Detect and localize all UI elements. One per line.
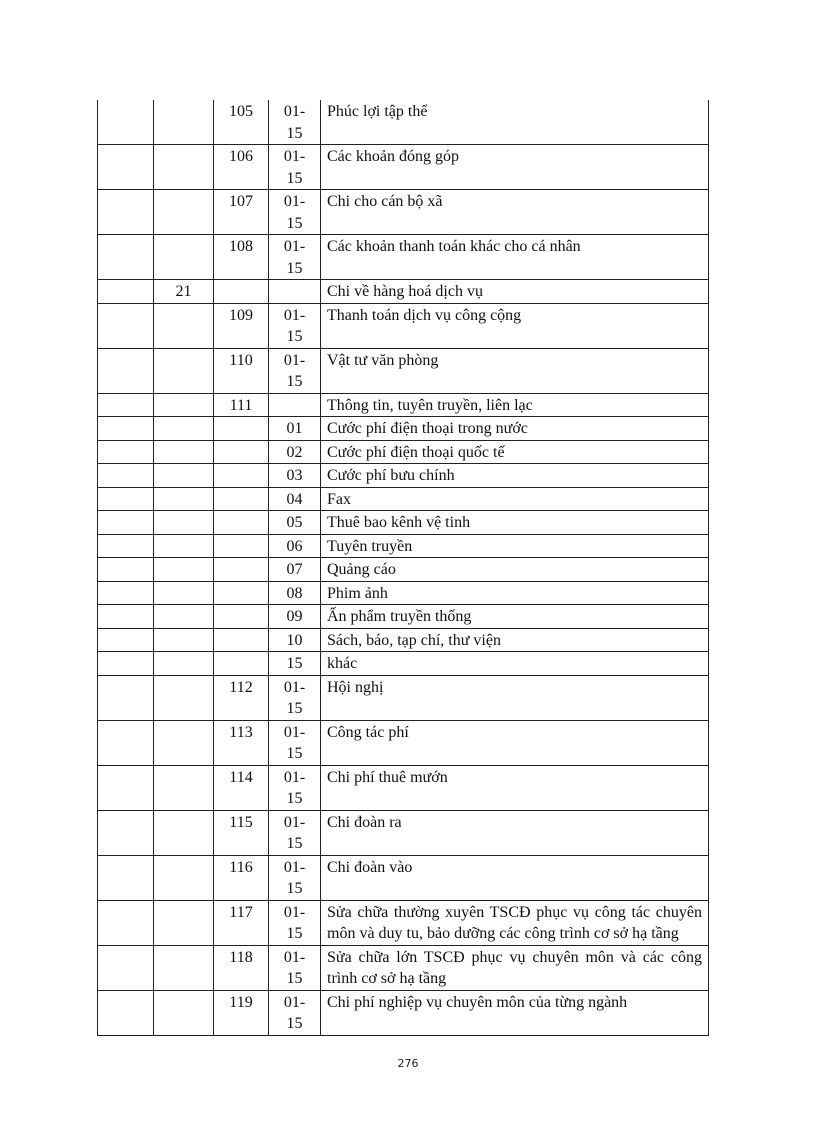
code-cell: 114 [214, 765, 269, 810]
muc-cell [98, 990, 154, 1035]
tieu-muc-cell [154, 675, 214, 720]
code-cell: 117 [214, 900, 269, 945]
muc-cell [98, 534, 154, 558]
table-row [98, 417, 709, 441]
tieu-muc-cell [154, 652, 214, 676]
tieu-muc-cell [154, 100, 214, 145]
description-cell: Tuyên truyền [321, 534, 709, 558]
sub-code-cell: 01- 15 [269, 303, 321, 348]
sub-code-cell: 01- 15 [269, 990, 321, 1035]
tieu-muc-cell [154, 487, 214, 511]
table-row [98, 558, 709, 582]
sub-code-cell: 09 [269, 605, 321, 629]
muc-cell [98, 303, 154, 348]
table-row [98, 765, 709, 810]
code-cell [214, 581, 269, 605]
tieu-muc-cell [154, 145, 214, 190]
description-cell: Thuê bao kênh vệ tinh [321, 511, 709, 535]
code-cell: 118 [214, 945, 269, 990]
description-cell: Thông tin, tuyên truyền, liên lạc [321, 393, 709, 417]
code-cell: 110 [214, 348, 269, 393]
sub-code-cell: 15 [269, 652, 321, 676]
tieu-muc-cell: 21 [154, 280, 214, 304]
muc-cell [98, 100, 154, 145]
sub-code-cell: 01- 15 [269, 720, 321, 765]
description-cell: Cước phí bưu chính [321, 464, 709, 488]
sub-code-cell [269, 393, 321, 417]
tieu-muc-cell [154, 990, 214, 1035]
code-cell: 109 [214, 303, 269, 348]
table-row [98, 487, 709, 511]
code-cell: 115 [214, 810, 269, 855]
sub-code-cell: 02 [269, 440, 321, 464]
table-row [98, 605, 709, 629]
description-cell: Sửa chữa lớn TSCĐ phục vụ chuyên môn và các công trình cơ sở hạ tầng [321, 945, 709, 990]
muc-cell [98, 511, 154, 535]
tieu-muc-cell [154, 810, 214, 855]
table-row [98, 652, 709, 676]
table-row [98, 235, 709, 280]
sub-code-cell: 01- 15 [269, 145, 321, 190]
muc-cell [98, 190, 154, 235]
table-row [98, 720, 709, 765]
code-cell: 108 [214, 235, 269, 280]
muc-cell [98, 675, 154, 720]
table-row [98, 348, 709, 393]
tieu-muc-cell [154, 855, 214, 900]
description-cell: Sách, báo, tạp chí, thư viện [321, 628, 709, 652]
muc-cell [98, 417, 154, 441]
sub-code-cell: 01- 15 [269, 235, 321, 280]
code-cell [214, 440, 269, 464]
muc-cell [98, 558, 154, 582]
sub-code-cell: 01 [269, 417, 321, 441]
muc-cell [98, 440, 154, 464]
description-cell: Ấn phẩm truyền thống [321, 605, 709, 629]
table-row [98, 145, 709, 190]
sub-code-cell [269, 280, 321, 304]
muc-cell [98, 145, 154, 190]
code-cell: 111 [214, 393, 269, 417]
muc-cell [98, 348, 154, 393]
description-cell: Phúc lợi tập thể [321, 100, 709, 145]
code-cell [214, 652, 269, 676]
description-cell: Chi phí thuê mướn [321, 765, 709, 810]
code-cell [214, 558, 269, 582]
sub-code-cell: 08 [269, 581, 321, 605]
muc-cell [98, 628, 154, 652]
muc-cell [98, 464, 154, 488]
muc-cell [98, 765, 154, 810]
sub-code-cell: 04 [269, 487, 321, 511]
table-row [98, 900, 709, 945]
table-row [98, 945, 709, 990]
muc-cell [98, 652, 154, 676]
code-cell [214, 487, 269, 511]
description-cell: Chi đoàn ra [321, 810, 709, 855]
table-row [98, 464, 709, 488]
muc-cell [98, 900, 154, 945]
code-cell: 116 [214, 855, 269, 900]
muc-cell [98, 581, 154, 605]
tieu-muc-cell [154, 900, 214, 945]
code-cell: 112 [214, 675, 269, 720]
muc-cell [98, 235, 154, 280]
code-cell: 105 [214, 100, 269, 145]
description-cell: Vật tư văn phòng [321, 348, 709, 393]
table-row [98, 440, 709, 464]
tieu-muc-cell [154, 511, 214, 535]
description-cell: Các khoản thanh toán khác cho cá nhân [321, 235, 709, 280]
tieu-muc-cell [154, 558, 214, 582]
code-cell [214, 605, 269, 629]
muc-cell [98, 855, 154, 900]
code-cell [214, 628, 269, 652]
tieu-muc-cell [154, 393, 214, 417]
sub-code-cell: 01- 15 [269, 900, 321, 945]
tieu-muc-cell [154, 464, 214, 488]
table-body [98, 100, 709, 1035]
muc-cell [98, 720, 154, 765]
tieu-muc-cell [154, 417, 214, 441]
description-cell: Chi phí nghiệp vụ chuyên môn của từng ngành [321, 990, 709, 1035]
table-row [98, 990, 709, 1035]
tieu-muc-cell [154, 534, 214, 558]
sub-code-cell: 10 [269, 628, 321, 652]
code-cell [214, 511, 269, 535]
table-row [98, 280, 709, 304]
description-cell: Thanh toán dịch vụ công cộng [321, 303, 709, 348]
sub-code-cell: 07 [269, 558, 321, 582]
sub-code-cell: 06 [269, 534, 321, 558]
sub-code-cell: 01- 15 [269, 100, 321, 145]
tieu-muc-cell [154, 440, 214, 464]
table-row [98, 675, 709, 720]
code-cell [214, 464, 269, 488]
muc-cell [98, 393, 154, 417]
code-cell [214, 417, 269, 441]
table-row [98, 190, 709, 235]
description-cell: Quảng cáo [321, 558, 709, 582]
sub-code-cell: 01- 15 [269, 675, 321, 720]
muc-cell [98, 605, 154, 629]
description-cell: Cước phí điện thoại quốc tế [321, 440, 709, 464]
table-row [98, 303, 709, 348]
description-cell: Các khoản đóng góp [321, 145, 709, 190]
sub-code-cell: 03 [269, 464, 321, 488]
code-cell [214, 280, 269, 304]
description-cell: Chi về hàng hoá dịch vụ [321, 280, 709, 304]
table-row [98, 393, 709, 417]
muc-cell [98, 810, 154, 855]
tieu-muc-cell [154, 945, 214, 990]
table-row [98, 581, 709, 605]
table-row [98, 628, 709, 652]
tieu-muc-cell [154, 628, 214, 652]
code-cell: 119 [214, 990, 269, 1035]
muc-cell [98, 487, 154, 511]
muc-cell [98, 280, 154, 304]
table-row [98, 810, 709, 855]
sub-code-cell: 01- 15 [269, 190, 321, 235]
table-row [98, 855, 709, 900]
description-cell: Chi cho cán bộ xã [321, 190, 709, 235]
description-cell: Chi đoàn vào [321, 855, 709, 900]
code-cell [214, 534, 269, 558]
description-cell: Hội nghị [321, 675, 709, 720]
muc-cell [98, 945, 154, 990]
tieu-muc-cell [154, 765, 214, 810]
table-row [98, 100, 709, 145]
description-cell: Phim ảnh [321, 581, 709, 605]
sub-code-cell: 01- 15 [269, 348, 321, 393]
description-cell: Công tác phí [321, 720, 709, 765]
tieu-muc-cell [154, 581, 214, 605]
sub-code-cell: 01- 15 [269, 765, 321, 810]
tieu-muc-cell [154, 720, 214, 765]
description-cell: Cước phí điện thoại trong nước [321, 417, 709, 441]
tieu-muc-cell [154, 605, 214, 629]
page-number: 276 [397, 1057, 419, 1070]
sub-code-cell: 01- 15 [269, 945, 321, 990]
description-cell: Fax [321, 487, 709, 511]
description-cell: Sửa chữa thường xuyên TSCĐ phục vụ công tác chuyên môn và duy tu, bảo dưỡng các công trình cơ sở hạ tầng [321, 900, 709, 945]
sub-code-cell: 05 [269, 511, 321, 535]
sub-code-cell: 01- 15 [269, 810, 321, 855]
code-cell: 106 [214, 145, 269, 190]
tieu-muc-cell [154, 190, 214, 235]
tieu-muc-cell [154, 348, 214, 393]
tieu-muc-cell [154, 235, 214, 280]
code-cell: 107 [214, 190, 269, 235]
table-row [98, 511, 709, 535]
budget-code-table [97, 100, 709, 1036]
sub-code-cell: 01- 15 [269, 855, 321, 900]
tieu-muc-cell [154, 303, 214, 348]
table-row [98, 534, 709, 558]
code-cell: 113 [214, 720, 269, 765]
description-cell: khác [321, 652, 709, 676]
